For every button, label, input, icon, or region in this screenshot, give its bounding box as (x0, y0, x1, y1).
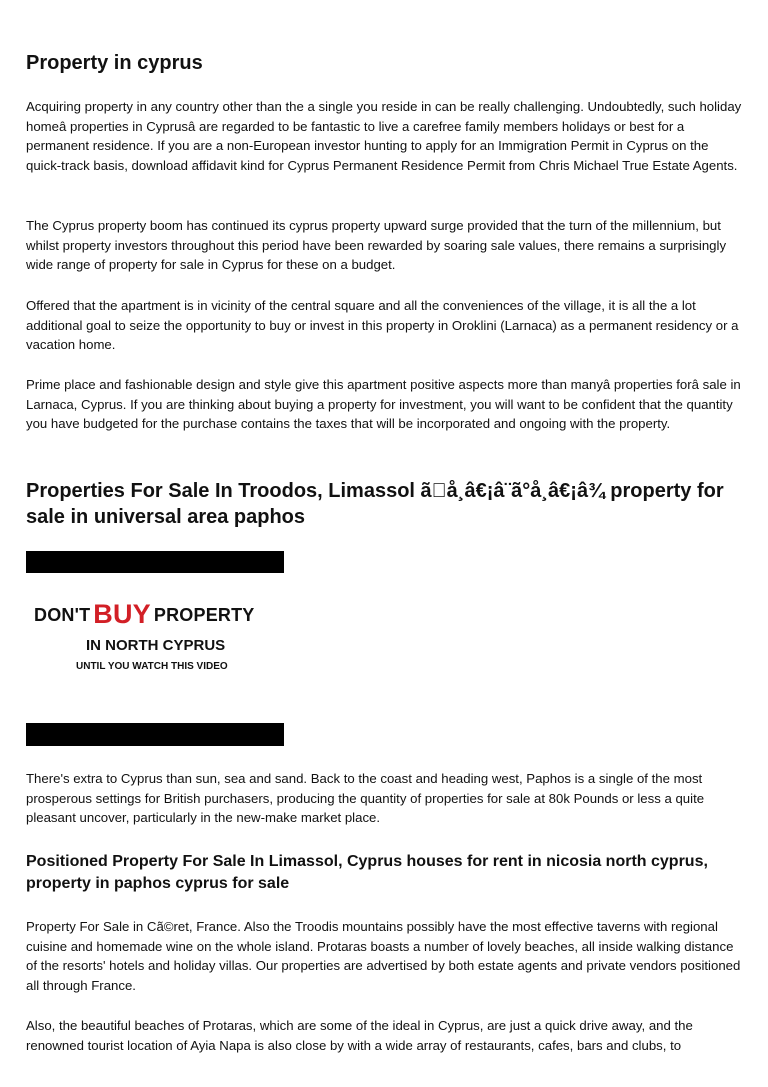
video-caption-property: PROPERTY (153, 605, 255, 625)
video-caption-line3: UNTIL YOU WATCH THIS VIDEO (76, 661, 228, 672)
page-title: Property in cyprus (26, 52, 203, 74)
paragraph-text: Property For Sale in Cã©ret, France. Also the Troodis mountains possibly have the most effective taverns with regional cuisine and homemade wine on the whole island. Protaras boasts a number of lovely beaches, all inside walking distance of the resorts' hotels and holiday villas. Our properties are advertised by both estate agents and private vendors positioned all through France. (26, 919, 741, 994)
subsection-heading-text: Positioned Property For Sale In Limassol, Cyprus houses for rent in nicosia north cyprus, property in paphos cyprus for sale (26, 853, 708, 892)
paragraph-text: Prime place and fashionable design and style give this apartment positive aspects more than manyâ properties forâ sale in Larnaca, Cyprus. If you are thinking about buying a property for investment, you will want to be confident that the quantity you have budgeted for the purchase contains the taxes that will be incorporated and ongoing with the property. (26, 377, 741, 432)
paragraph-5 (26, 769, 742, 828)
paragraph-1 (26, 97, 742, 176)
paragraph-text: There's extra to Cyprus than sun, sea and sand. Back to the coast and heading west, Paphos is a single of the most prosperous settings for British purchasers, producing the quantity of properties for sale at 80k Pounds or less a quite pleasant uncover, particularly in the new-make market place. (26, 771, 705, 826)
paragraph-2 (26, 216, 742, 275)
video-frame (26, 573, 284, 723)
paragraph-4 (26, 375, 742, 434)
subsection-heading (26, 851, 742, 895)
paragraph-text: Also, the beautiful beaches of Protaras, which are some of the ideal in Cyprus, are just a quick drive away, and the renowned tourist location of Ayia Napa is also close by with a wide array of restaurants, cafes, bars and clubs, to (26, 1018, 693, 1053)
paragraph-text: Acquiring property in any country other than the a single you reside in can be really challenging. Undoubtedly, such holiday homeâ properties in Cyprusâ are regarded to be fantastic to live a carefree family members holidays or best for a permanent residence. If you are a non-European investor hunting to apply for an Immigration Permit in Cyprus on the quick-track basis, download affidavit kind for Cyprus Permanent Residence Permit from Chris Michael True Estate Agents. (26, 99, 742, 174)
section-heading-text: Properties For Sale In Troodos, Limassol ã å¸â€¡â¨ã°å¸â€¡â¾ property for sale in universal area paphos (26, 480, 724, 528)
paragraph-6 (26, 917, 742, 996)
video-caption-buy: BUY (93, 599, 151, 629)
section-heading (26, 478, 742, 530)
video-caption-line2: IN NORTH CYPRUS (86, 637, 226, 654)
paragraph-3 (26, 296, 742, 355)
video-thumbnail[interactable] (26, 551, 284, 746)
paragraph-text: The Cyprus property boom has continued its cyprus property upward surge provided that the turn of the millennium, but whilst property investors throughout this period have been rewarded by soaring sale values, there remains a surprisingly wide range of property for sale in Cyprus for these on a budget. (26, 218, 727, 273)
video-caption-line1 (34, 599, 284, 630)
paragraph-7 (26, 1016, 742, 1055)
video-caption-dont: DON'T (34, 605, 91, 625)
paragraph-text: Offered that the apartment is in vicinity of the central square and all the conveniences of the village, it is all the a lot additional goal to seize the opportunity to buy or invest in this property in Oroklini (Larnaca) as a permanent residency or a vacation home. (26, 298, 739, 353)
